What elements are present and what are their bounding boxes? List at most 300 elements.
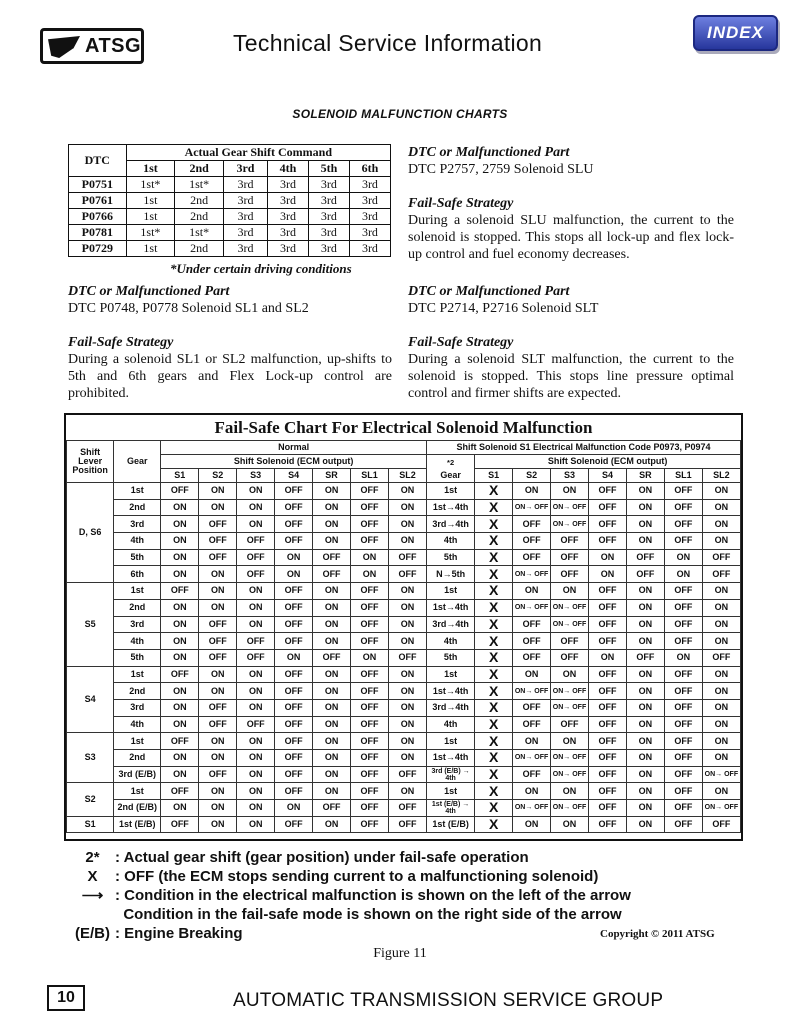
dtc-gear-value: 1st xyxy=(126,193,175,209)
dtc-gear-value: 3rd xyxy=(349,225,390,241)
failsafe-solenoid-state: ON xyxy=(513,666,551,683)
normal-solenoid-state: ON xyxy=(161,649,199,666)
normal-solenoid-state: ON xyxy=(388,783,426,800)
gear-cell: 6th xyxy=(114,566,161,583)
normal-solenoid-state: ON xyxy=(388,716,426,733)
normal-solenoid-state: OFF xyxy=(237,633,275,650)
failsafe-solenoid-state: OFF xyxy=(551,649,589,666)
gear-cell: 1st xyxy=(114,583,161,600)
failsafe-solenoid-state: OFF xyxy=(664,483,702,500)
failsafe-solenoid-state: ON→ OFF xyxy=(551,766,589,783)
normal-solenoid-state: ON xyxy=(388,683,426,700)
solenoid-header-fail: SL1 xyxy=(664,469,702,483)
normal-solenoid-state: ON xyxy=(199,566,237,583)
dtc-table-note: *Under certain driving conditions xyxy=(170,261,352,276)
sl1-part-label: DTC or Malfunctioned Part xyxy=(68,284,230,299)
normal-solenoid-state: ON xyxy=(199,800,237,817)
failsafe-solenoid-state: ON xyxy=(702,583,740,600)
dtc-gear-value: 3rd xyxy=(267,209,308,225)
failsafe-solenoid-state: ON xyxy=(626,699,664,716)
gear-cell: 5th xyxy=(114,649,161,666)
dtc-gear-value: 3rd xyxy=(308,193,349,209)
failsafe-solenoid-state: ON xyxy=(589,566,627,583)
failsafe-solenoid-state: ON→ OFF xyxy=(513,683,551,700)
legend-item xyxy=(70,867,631,886)
dtc-gear-value: 3rd xyxy=(349,193,390,209)
failsafe-solenoid-state: OFF xyxy=(664,583,702,600)
normal-solenoid-state: ON xyxy=(388,499,426,516)
failsafe-gear-cell: 1st (E/B) → 4th xyxy=(426,800,474,817)
normal-ecm-header: Shift Solenoid (ECM output) xyxy=(161,455,427,469)
atsg-logo xyxy=(40,28,144,64)
dtc-row xyxy=(69,177,391,193)
solenoid-off-x-mark: X xyxy=(475,499,513,516)
normal-solenoid-state: ON xyxy=(313,666,351,683)
failsafe-solenoid-state: OFF xyxy=(589,800,627,817)
normal-solenoid-state: ON xyxy=(237,800,275,817)
normal-solenoid-state: ON xyxy=(199,499,237,516)
normal-solenoid-state: OFF xyxy=(275,499,313,516)
failsafe-solenoid-state: ON→ OFF xyxy=(702,800,740,817)
dtc-gear-value: 3rd xyxy=(267,225,308,241)
dtc-row xyxy=(69,193,391,209)
normal-solenoid-state: OFF xyxy=(275,533,313,550)
dtc-gear-value: 3rd xyxy=(308,225,349,241)
failsafe-solenoid-state: ON xyxy=(551,733,589,750)
failsafe-solenoid-state: OFF xyxy=(589,666,627,683)
normal-solenoid-state: ON xyxy=(161,766,199,783)
failsafe-solenoid-state: ON xyxy=(702,533,740,550)
dtc-code: P0781 xyxy=(69,225,127,241)
failsafe-solenoid-state: ON xyxy=(626,499,664,516)
solenoid-off-x-mark: X xyxy=(475,533,513,550)
failsafe-solenoid-state: OFF xyxy=(551,566,589,583)
solenoid-off-x-mark: X xyxy=(475,516,513,533)
failsafe-gear-cell: 3rd→4th xyxy=(426,516,474,533)
normal-solenoid-state: ON xyxy=(161,616,199,633)
failsafe-solenoid-state: OFF xyxy=(626,566,664,583)
normal-solenoid-state: OFF xyxy=(275,766,313,783)
footer-text: AUTOMATIC TRANSMISSION SERVICE GROUP xyxy=(233,990,664,1011)
chart-row xyxy=(67,633,741,650)
failsafe-solenoid-state: ON xyxy=(551,783,589,800)
fail-safe-chart-table xyxy=(66,440,741,833)
failsafe-solenoid-state: OFF xyxy=(589,699,627,716)
normal-solenoid-state: ON xyxy=(275,549,313,566)
dtc-gear-value: 2nd xyxy=(175,241,224,257)
sl1-block xyxy=(68,283,392,402)
failsafe-solenoid-state: OFF xyxy=(664,616,702,633)
normal-solenoid-state: OFF xyxy=(161,666,199,683)
failsafe-solenoid-state: OFF xyxy=(589,516,627,533)
normal-solenoid-state: ON xyxy=(237,516,275,533)
failsafe-solenoid-state: OFF xyxy=(551,633,589,650)
gear-cell: 1st xyxy=(114,783,161,800)
gear-header: Gear xyxy=(114,441,161,483)
normal-solenoid-state: ON xyxy=(237,666,275,683)
page-number: 10 xyxy=(47,985,85,1011)
normal-solenoid-state: OFF xyxy=(199,549,237,566)
normal-solenoid-state: OFF xyxy=(199,533,237,550)
failsafe-solenoid-state: OFF xyxy=(589,733,627,750)
dtc-gear-value: 1st xyxy=(126,241,175,257)
normal-solenoid-state: ON xyxy=(161,699,199,716)
failsafe-gear-cell: 1st→4th xyxy=(426,599,474,616)
legend-item xyxy=(70,848,631,867)
chart-legend xyxy=(70,848,631,943)
normal-solenoid-state: OFF xyxy=(237,549,275,566)
dtc-gear-header: 3rd xyxy=(223,161,267,177)
normal-solenoid-state: OFF xyxy=(275,733,313,750)
dtc-row xyxy=(69,241,391,257)
solenoid-header-fail: S3 xyxy=(551,469,589,483)
normal-solenoid-state: OFF xyxy=(351,599,389,616)
dtc-gear-value: 3rd xyxy=(223,225,267,241)
index-button[interactable]: INDEX xyxy=(693,15,778,51)
failsafe-solenoid-state: OFF xyxy=(664,666,702,683)
normal-solenoid-state: OFF xyxy=(275,683,313,700)
failsafe-solenoid-state: OFF xyxy=(626,649,664,666)
dtc-gear-value: 1st* xyxy=(126,177,175,193)
legend-key xyxy=(70,905,115,924)
chart-row xyxy=(67,716,741,733)
normal-solenoid-state: ON xyxy=(161,800,199,817)
normal-solenoid-state: ON xyxy=(313,616,351,633)
failsafe-solenoid-state: OFF xyxy=(664,766,702,783)
dtc-gear-header: 5th xyxy=(308,161,349,177)
failsafe-solenoid-state: ON xyxy=(626,666,664,683)
failsafe-solenoid-state: ON xyxy=(589,549,627,566)
solenoid-off-x-mark: X xyxy=(475,816,513,833)
failsafe-solenoid-state: OFF xyxy=(589,599,627,616)
failsafe-solenoid-state: OFF xyxy=(589,533,627,550)
failsafe-solenoid-state: OFF xyxy=(626,549,664,566)
dtc-gear-value: 3rd xyxy=(267,193,308,209)
failsafe-gear-cell: 1st xyxy=(426,783,474,800)
normal-solenoid-state: OFF xyxy=(388,800,426,817)
normal-solenoid-state: OFF xyxy=(351,783,389,800)
failsafe-solenoid-state: ON xyxy=(664,566,702,583)
chart-row xyxy=(67,766,741,783)
solenoid-header-normal: SR xyxy=(313,469,351,483)
normal-solenoid-state: ON xyxy=(388,633,426,650)
gear-cell: 4th xyxy=(114,533,161,550)
failsafe-gear-cell: 5th xyxy=(426,649,474,666)
failsafe-solenoid-state: OFF xyxy=(513,516,551,533)
gear-cell: 2nd xyxy=(114,499,161,516)
chart-row xyxy=(67,683,741,700)
failsafe-solenoid-state: OFF xyxy=(664,716,702,733)
failsafe-solenoid-state: ON xyxy=(513,483,551,500)
failsafe-solenoid-state: ON xyxy=(626,483,664,500)
gear-cell: 2nd xyxy=(114,599,161,616)
failsafe-ecm-header: Shift Solenoid (ECM output) xyxy=(475,455,741,469)
failsafe-solenoid-state: OFF xyxy=(664,633,702,650)
normal-solenoid-state: ON xyxy=(275,649,313,666)
normal-solenoid-state: OFF xyxy=(351,583,389,600)
chart-row xyxy=(67,499,741,516)
dtc-row xyxy=(69,209,391,225)
failsafe-solenoid-state: OFF xyxy=(589,750,627,767)
solenoid-off-x-mark: X xyxy=(475,633,513,650)
failsafe-gear-cell: 1st xyxy=(426,733,474,750)
normal-solenoid-state: ON xyxy=(199,583,237,600)
solenoid-header-normal: S3 xyxy=(237,469,275,483)
failsafe-solenoid-state: ON xyxy=(664,649,702,666)
chart-row xyxy=(67,583,741,600)
normal-solenoid-state: ON xyxy=(388,616,426,633)
normal-solenoid-state: OFF xyxy=(199,616,237,633)
failsafe-solenoid-state: OFF xyxy=(664,816,702,833)
failsafe-solenoid-state: ON xyxy=(702,633,740,650)
legend-key: X xyxy=(87,868,98,885)
legend-text: : OFF (the ECM stops sending current to a malfunctioning solenoid) xyxy=(115,868,599,885)
slu-strategy-text: During a solenoid SLU malfunction, the current to the solenoid is stopped. This stops all lock-up and flex lock-up control and fuel economy decreases. xyxy=(408,213,734,262)
solenoid-off-x-mark: X xyxy=(475,750,513,767)
legend-item xyxy=(70,905,631,924)
failsafe-solenoid-state: OFF xyxy=(664,516,702,533)
failsafe-solenoid-state: OFF xyxy=(589,616,627,633)
normal-solenoid-state: OFF xyxy=(351,766,389,783)
normal-solenoid-state: ON xyxy=(388,699,426,716)
gear-cell: 5th xyxy=(114,549,161,566)
failsafe-solenoid-state: OFF xyxy=(664,733,702,750)
normal-solenoid-state: ON xyxy=(161,683,199,700)
failsafe-gear-cell: 5th xyxy=(426,549,474,566)
normal-solenoid-state: OFF xyxy=(351,499,389,516)
slu-part-text: DTC P2757, 2759 Solenoid SLU xyxy=(408,162,594,177)
normal-solenoid-state: OFF xyxy=(199,633,237,650)
shift-lever-cell: S1 xyxy=(67,816,114,833)
normal-solenoid-state: OFF xyxy=(275,483,313,500)
failsafe-gear-cell: 3rd (E/B) → 4th xyxy=(426,766,474,783)
failsafe-solenoid-state: OFF xyxy=(664,499,702,516)
failsafe-gear-cell: 1st xyxy=(426,583,474,600)
normal-solenoid-state: ON xyxy=(237,616,275,633)
gear-cell: 2nd xyxy=(114,750,161,767)
dtc-code: P0729 xyxy=(69,241,127,257)
normal-solenoid-state: OFF xyxy=(237,649,275,666)
chart-row xyxy=(67,800,741,817)
legend-key: ⟶ xyxy=(81,887,104,904)
dtc-gear-value: 2nd xyxy=(175,193,224,209)
normal-solenoid-state: OFF xyxy=(275,516,313,533)
failsafe-solenoid-state: ON xyxy=(702,499,740,516)
failsafe-solenoid-state: ON xyxy=(702,516,740,533)
normal-solenoid-state: OFF xyxy=(275,633,313,650)
dtc-column-header: DTC xyxy=(69,145,127,177)
legend-text: : Engine Breaking xyxy=(115,925,243,942)
solenoid-off-x-mark: X xyxy=(475,666,513,683)
normal-solenoid-state: ON xyxy=(313,733,351,750)
normal-solenoid-state: ON xyxy=(237,750,275,767)
normal-solenoid-state: OFF xyxy=(161,583,199,600)
failsafe-solenoid-state: ON→ OFF xyxy=(513,566,551,583)
dtc-gear-value: 1st xyxy=(126,209,175,225)
normal-solenoid-state: OFF xyxy=(275,616,313,633)
normal-solenoid-state: ON xyxy=(199,816,237,833)
solenoid-header-normal: SL2 xyxy=(388,469,426,483)
failsafe-solenoid-state: OFF xyxy=(664,599,702,616)
failsafe-solenoid-state: OFF xyxy=(513,616,551,633)
chart-row xyxy=(67,649,741,666)
dtc-code: P0766 xyxy=(69,209,127,225)
normal-solenoid-state: ON xyxy=(275,566,313,583)
failsafe-solenoid-state: OFF xyxy=(589,683,627,700)
failsafe-solenoid-state: ON xyxy=(626,783,664,800)
normal-solenoid-state: ON xyxy=(313,583,351,600)
failsafe-gear-cell: 1st→4th xyxy=(426,499,474,516)
normal-solenoid-state: OFF xyxy=(351,483,389,500)
normal-solenoid-state: ON xyxy=(161,549,199,566)
gear-cell: 4th xyxy=(114,633,161,650)
normal-solenoid-state: OFF xyxy=(161,733,199,750)
normal-solenoid-state: OFF xyxy=(199,766,237,783)
normal-solenoid-state: OFF xyxy=(388,549,426,566)
normal-solenoid-state: OFF xyxy=(237,566,275,583)
failsafe-solenoid-state: OFF xyxy=(702,549,740,566)
section-title: SOLENOID MALFUNCTION CHARTS xyxy=(292,107,508,121)
failsafe-solenoid-state: ON xyxy=(589,649,627,666)
slu-part-label: DTC or Malfunctioned Part xyxy=(408,145,570,160)
normal-solenoid-state: OFF xyxy=(275,583,313,600)
failsafe-solenoid-state: OFF xyxy=(513,699,551,716)
slt-block xyxy=(408,283,734,402)
failsafe-solenoid-state: OFF xyxy=(589,816,627,833)
slt-part-text: DTC P2714, P2716 Solenoid SLT xyxy=(408,301,599,316)
normal-solenoid-state: ON xyxy=(351,549,389,566)
gear-cell: 3rd (E/B) xyxy=(114,766,161,783)
failsafe-gear-cell: 3rd→4th xyxy=(426,616,474,633)
normal-solenoid-state: ON xyxy=(388,666,426,683)
normal-solenoid-state: OFF xyxy=(351,816,389,833)
solenoid-header-normal: S2 xyxy=(199,469,237,483)
solenoid-off-x-mark: X xyxy=(475,549,513,566)
failsafe-solenoid-state: ON xyxy=(626,800,664,817)
chart-row xyxy=(67,783,741,800)
normal-solenoid-state: OFF xyxy=(199,699,237,716)
solenoid-off-x-mark: X xyxy=(475,766,513,783)
solenoid-off-x-mark: X xyxy=(475,699,513,716)
normal-solenoid-state: ON xyxy=(313,499,351,516)
normal-solenoid-state: ON xyxy=(313,750,351,767)
shift-lever-cell: S4 xyxy=(67,666,114,733)
normal-solenoid-state: ON xyxy=(199,599,237,616)
solenoid-off-x-mark: X xyxy=(475,649,513,666)
normal-solenoid-state: ON xyxy=(313,599,351,616)
failsafe-solenoid-state: OFF xyxy=(589,583,627,600)
normal-solenoid-state: OFF xyxy=(237,533,275,550)
chart-row xyxy=(67,599,741,616)
chart-row xyxy=(67,549,741,566)
dtc-code: P0761 xyxy=(69,193,127,209)
gear-command-header: Actual Gear Shift Command xyxy=(126,145,390,161)
solenoid-header-fail: S1 xyxy=(475,469,513,483)
copyright: Copyright © 2011 ATSG xyxy=(600,928,715,940)
slt-part-label: DTC or Malfunctioned Part xyxy=(408,284,570,299)
dtc-gear-table xyxy=(68,144,391,257)
normal-solenoid-state: ON xyxy=(313,699,351,716)
failsafe-solenoid-state: OFF xyxy=(664,750,702,767)
normal-solenoid-state: ON xyxy=(161,599,199,616)
failsafe-gear-cell: 1st (E/B) xyxy=(426,816,474,833)
normal-solenoid-state: OFF xyxy=(275,750,313,767)
normal-solenoid-state: OFF xyxy=(313,800,351,817)
chart-row xyxy=(67,816,741,833)
normal-solenoid-state: OFF xyxy=(199,649,237,666)
gear-cell: 4th xyxy=(114,716,161,733)
shift-lever-cell: D, S6 xyxy=(67,483,114,583)
figure-caption: Figure 11 xyxy=(373,946,427,961)
normal-solenoid-state: OFF xyxy=(351,699,389,716)
failsafe-gear-cell: 3rd→4th xyxy=(426,699,474,716)
dtc-gear-value: 3rd xyxy=(349,209,390,225)
failsafe-solenoid-state: ON→ OFF xyxy=(513,800,551,817)
dtc-gear-value: 3rd xyxy=(223,241,267,257)
failsafe-solenoid-state: OFF xyxy=(664,800,702,817)
normal-solenoid-state: OFF xyxy=(275,666,313,683)
normal-solenoid-state: ON xyxy=(313,716,351,733)
dtc-gear-header: 6th xyxy=(349,161,390,177)
failsafe-solenoid-state: OFF xyxy=(513,533,551,550)
failsafe-solenoid-state: ON→ OFF xyxy=(513,499,551,516)
failsafe-solenoid-state: ON xyxy=(513,733,551,750)
failsafe-solenoid-state: ON→ OFF xyxy=(702,766,740,783)
gear-footnote-mark: *2 xyxy=(447,457,455,467)
normal-solenoid-state: ON xyxy=(237,699,275,716)
normal-solenoid-state: ON xyxy=(388,583,426,600)
malfunction-header: Shift Solenoid S1 Electrical Malfunction Code P0973, P0974 xyxy=(426,441,740,455)
solenoid-off-x-mark: X xyxy=(475,716,513,733)
failsafe-gear-cell: N→5th xyxy=(426,566,474,583)
solenoid-header-row xyxy=(67,469,741,483)
normal-solenoid-state: OFF xyxy=(313,549,351,566)
normal-solenoid-state: ON xyxy=(388,750,426,767)
normal-solenoid-state: OFF xyxy=(351,750,389,767)
failsafe-solenoid-state: ON xyxy=(513,583,551,600)
dtc-gear-value: 3rd xyxy=(223,193,267,209)
solenoid-off-x-mark: X xyxy=(475,783,513,800)
failsafe-solenoid-state: OFF xyxy=(589,766,627,783)
failsafe-solenoid-state: ON xyxy=(551,666,589,683)
failsafe-solenoid-state: OFF xyxy=(664,533,702,550)
failsafe-solenoid-state: OFF xyxy=(589,499,627,516)
normal-solenoid-state: ON xyxy=(237,683,275,700)
normal-solenoid-state: ON xyxy=(351,649,389,666)
failsafe-gear-cell: 1st→4th xyxy=(426,750,474,767)
failsafe-solenoid-state: ON→ OFF xyxy=(551,750,589,767)
normal-solenoid-state: OFF xyxy=(275,716,313,733)
failsafe-solenoid-state: OFF xyxy=(589,483,627,500)
normal-solenoid-state: ON xyxy=(199,750,237,767)
normal-solenoid-state: ON xyxy=(161,716,199,733)
solenoid-off-x-mark: X xyxy=(475,599,513,616)
dtc-gear-value: 3rd xyxy=(267,177,308,193)
fail-safe-chart-title: Fail-Safe Chart For Electrical Solenoid Malfunction xyxy=(214,418,593,437)
normal-solenoid-state: OFF xyxy=(351,733,389,750)
dtc-gear-value: 3rd xyxy=(308,241,349,257)
solenoid-header-fail: S2 xyxy=(513,469,551,483)
failsafe-gear-cell: 1st xyxy=(426,483,474,500)
dtc-gear-header: 1st xyxy=(126,161,175,177)
normal-solenoid-state: ON xyxy=(237,483,275,500)
gear-cell: 3rd xyxy=(114,616,161,633)
failsafe-solenoid-state: ON xyxy=(626,683,664,700)
logo-mark-icon xyxy=(48,36,80,58)
failsafe-solenoid-state: ON xyxy=(626,766,664,783)
failsafe-solenoid-state: ON xyxy=(702,599,740,616)
dtc-gear-value: 1st* xyxy=(175,177,224,193)
